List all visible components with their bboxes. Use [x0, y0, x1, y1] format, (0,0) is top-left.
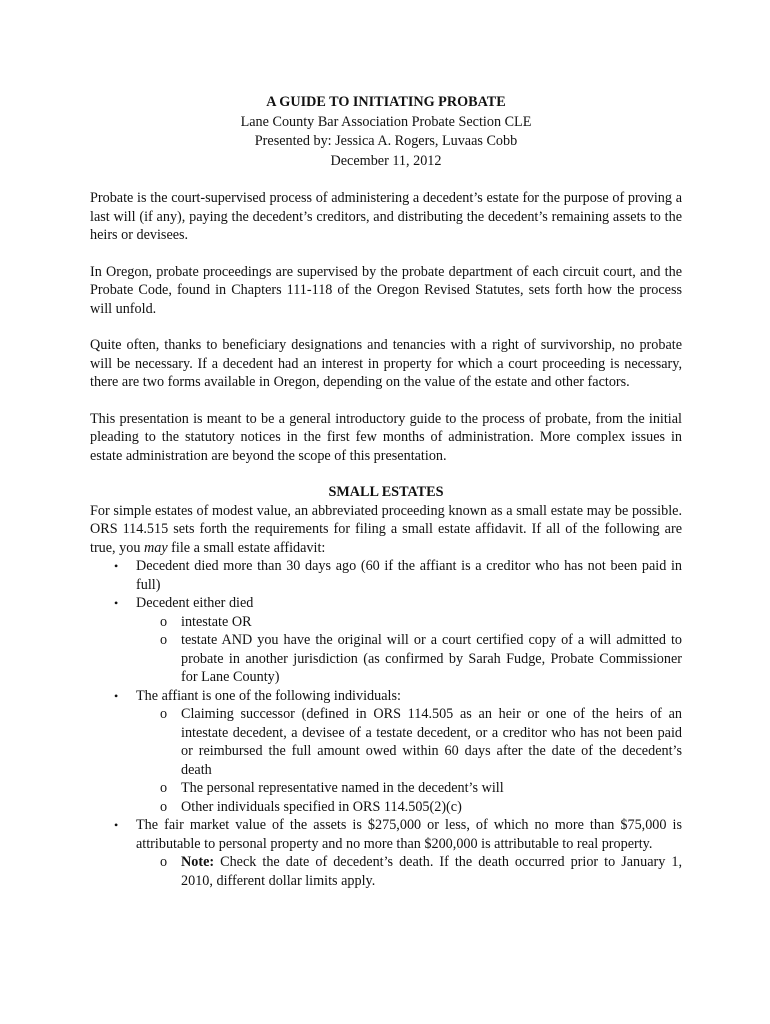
paragraph-no-probate: Quite often, thanks to beneficiary designations and tenancies with a right of survivorship, no probate will be necessary. If a decedent had an interest in property for which a court proceeding is necessary, there are two forms available in Oregon, depending on the value of the estate and other factors.: [90, 337, 682, 390]
list-item: [90, 687, 682, 817]
paragraph-scope: This presentation is meant to be a general introductory guide to the process of probate, from the initial pleading to the statutory notices in the first few months of administration. More complex issues in estate administration are beyond the scope of this presentation.: [90, 410, 682, 464]
sub-list-item-text: testate AND you have the original will or a court certified copy of a will admitted to probate in another jurisdiction (as confirmed by Sarah Fudge, Probate Commissioner for Lane County): [181, 632, 682, 685]
list-item-text: Decedent died more than 30 days ago (60 if the affiant is a creditor who has not been paid in full): [136, 558, 682, 593]
sub-list-item: [136, 779, 682, 798]
sub-list-item: [136, 853, 682, 890]
list-item-text: The fair market value of the assets is $275,000 or less, of which no more than $75,000 is attributable to personal property and no more than $200,000 is attributable to real property.: [136, 817, 682, 852]
document-date: December 11, 2012: [330, 152, 442, 169]
sub-list-item: [136, 631, 682, 687]
sub-list: [136, 853, 682, 890]
circle-bullet-icon: o: [160, 854, 168, 870]
small-estates-intro: [90, 502, 682, 558]
bullet-icon: •: [114, 596, 119, 610]
presenters-line: Presented by: Jessica A. Rogers, Luvaas Cobb: [254, 133, 518, 149]
document-header: [90, 93, 682, 171]
sub-list-item-text: The personal representative named in the decedent’s will: [181, 780, 504, 796]
list-item-text: Decedent either died: [136, 595, 254, 611]
bullet-icon: •: [114, 818, 119, 832]
list-item: [90, 594, 682, 687]
intro-emphasis: may: [143, 539, 168, 556]
paragraph-definition: Probate is the court-supervised process of administering a decedent’s estate for the purpose of proving a last will (if any), paying the decedent’s creditors, and distributing the decedent’s remaining assets to the heirs or devisees.: [90, 190, 682, 243]
sub-list-item: [136, 705, 682, 779]
sub-list-item-text: Other individuals specified in ORS 114.505(2)(c): [181, 798, 462, 815]
note-text: Check the date of decedent’s death. If the death occurred prior to January 1, 2010, different dollar limits apply.: [181, 854, 682, 889]
sub-list-item: [136, 798, 682, 817]
intro-text-after: file a small estate affidavit:: [167, 539, 326, 556]
sub-list: [136, 705, 682, 816]
list-item-text: The affiant is one of the following individuals:: [136, 687, 401, 704]
note-label: Note:: [181, 854, 215, 870]
document-subtitle: Lane County Bar Association Probate Section CLE: [240, 113, 532, 130]
requirements-list: [90, 557, 682, 890]
list-item: [90, 816, 682, 890]
sub-list: [136, 613, 682, 687]
sub-list-item-text: Claiming successor (defined in ORS 114.505 as an heir or one of the heirs of an intestate decedent, a devisee of a testate decedent, or a creditor who has not been paid or reimbursed the full amount owed within 60 days after the date of the decedent’s death: [181, 706, 682, 778]
sub-list-item: [136, 613, 682, 632]
circle-bullet-icon: o: [160, 780, 168, 796]
sub-list-item-text: intestate OR: [181, 613, 252, 630]
list-item: [90, 557, 682, 594]
document-title: A GUIDE TO INITIATING PROBATE: [266, 94, 506, 110]
intro-text-before: For simple estates of modest value, an abbreviated proceeding known as a small estate may be possible. ORS 114.515 sets forth the requirements for filing a small estate affidavit. If all of the following are true, you: [90, 502, 682, 556]
bullet-icon: •: [114, 688, 119, 703]
circle-bullet-icon: o: [160, 798, 168, 815]
paragraph-oregon: In Oregon, probate proceedings are supervised by the probate department of each circuit court, and the Probate Code, found in Chapters 111-118 of the Oregon Revised Statutes, sets forth how the process will unfold.: [90, 263, 682, 317]
circle-bullet-icon: o: [160, 706, 168, 722]
circle-bullet-icon: o: [160, 613, 168, 630]
bullet-icon: •: [114, 559, 119, 573]
circle-bullet-icon: o: [160, 632, 168, 648]
section-heading-small-estates: SMALL ESTATES: [328, 484, 444, 500]
